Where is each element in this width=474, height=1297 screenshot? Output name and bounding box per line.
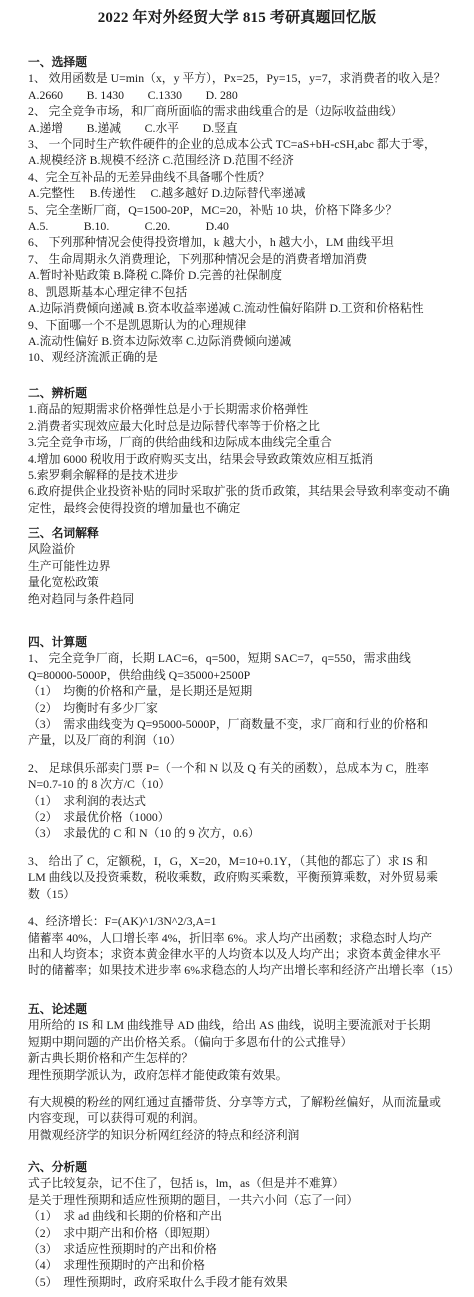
question-block bbox=[28, 541, 468, 607]
text-line: （4） 求理性预期时的产出和价格 bbox=[28, 1258, 205, 1273]
text-line: A.2660 B. 1430 C.1330 D. 280 bbox=[28, 87, 238, 102]
text-line: 5.索罗剩余解释的是技术进步 bbox=[28, 468, 179, 483]
text-line: （2） 均衡时有多少厂家 bbox=[28, 700, 158, 715]
text-line: 6.政府提供企业投资补贴的同时采取扩张的货币政策，其结果会导致利率变动不确 bbox=[28, 484, 450, 499]
text-line: 绝对趋同与条件趋同 bbox=[28, 591, 135, 606]
question-block bbox=[28, 401, 468, 516]
text-line: 4.增加 6000 税收用于政府购买支出，结果会导致政策效应相互抵消 bbox=[28, 451, 374, 466]
text-line: 3、 给出了 C，定额税，I，G，X=20，M=10+0.1Y，（其他的都忘了）求 IS 和 bbox=[28, 853, 428, 868]
text-line: 用微观经济学的知识分析网红经济的特点和经济利润 bbox=[28, 1127, 300, 1142]
question-block bbox=[28, 853, 468, 902]
text-line: 9、下面哪一个不是凯恩斯认为的心理规律 bbox=[28, 317, 247, 332]
text-line: A.完整性 B.传递性 C.越多越好 D.边际替代率递减 bbox=[28, 186, 306, 201]
text-line: （1） 均衡的价格和产量，是长期还是短期 bbox=[28, 684, 253, 699]
section-heading: 五、论述题 bbox=[28, 1002, 87, 1016]
text-line: 出和人均资本；求资本黄金律水平的人均资本以及人均产出；求资本黄金律水平 bbox=[28, 946, 441, 961]
text-line: 2、 足球俱乐部卖门票 P=（一个和 N 以及 Q 有关的函数），总成本为 C，胜率 bbox=[28, 760, 429, 775]
text-line: （3） 求适应性预期时的产出和价格 bbox=[28, 1242, 217, 1257]
text-line: 有大规模的粉丝的网红通过直播带货、分享等方式，了解粉丝偏好，从而流量或 bbox=[28, 1095, 441, 1110]
text-line: 2、 完全竞争市场，和厂商所面临的需求曲线重合的是（边际收益曲线） bbox=[28, 104, 403, 119]
section-heading: 六、分析题 bbox=[28, 1160, 87, 1174]
text-line: 2.消费者实现效应最大化时总是边际替代率等于价格之比 bbox=[28, 418, 320, 433]
text-line: A.暂时补贴政策 B.降税 C.降价 D.完善的社保制度 bbox=[28, 268, 282, 283]
text-line: 5、完全垄断厂商，Q=1500-20P，MC=20，补贴 10 块，价格下降多少？ bbox=[28, 202, 398, 217]
document-title: 2022 年对外经贸大学 815 考研真题回忆版 bbox=[97, 10, 377, 26]
text-line: Q=80000-5000P，供给曲线 Q=35000+2500P bbox=[28, 667, 251, 682]
text-line: A.流动性偏好 B.资本边际效率 C.边际消费倾向递减 bbox=[28, 333, 292, 348]
text-line: 6、 下列那种情况会使得投资增加，k 越大小，h 越大小，LM 曲线平坦 bbox=[28, 235, 394, 250]
text-line: 数（15） bbox=[28, 886, 76, 901]
text-line: （2） 求中期产出和价格（即短期） bbox=[28, 1225, 217, 1240]
section-calculation bbox=[28, 634, 468, 979]
text-line: 3、 一个同时生产软件硬件的企业的总成本公式 TC=aS+bH-cSH,abc 都大于零， bbox=[28, 137, 436, 152]
text-line: 内容变现，可以获得可观的利润。 bbox=[28, 1111, 205, 1126]
text-line: （5） 理性预期时，政府采取什么手段才能有效果 bbox=[28, 1274, 288, 1289]
text-line: 短期中期问题的产出价格关系。（偏向于多恩布什的公式推导） bbox=[28, 1034, 353, 1049]
question-block bbox=[28, 1094, 468, 1143]
text-line: 1、 完全竞争厂商，长期 LAC=6，q=500，短期 SAC=7，q=550，需求曲线 bbox=[28, 651, 411, 666]
text-line: 定性，最终会使得投资的增加量也不确定 bbox=[28, 500, 241, 515]
text-line: 4、经济增长：F=(AK)^1/3N^2/3,A=1 bbox=[28, 914, 217, 929]
text-line: 理性预期学派认为，政府怎样才能使政策有效果。 bbox=[28, 1067, 288, 1082]
text-line: LM 曲线以及投资乘数，税收乘数，政府购买乘数，平衡预算乘数，对外贸易乘 bbox=[28, 870, 438, 885]
question-block bbox=[28, 650, 468, 748]
section-heading: 一、选择题 bbox=[28, 55, 87, 69]
text-line: 1、 效用函数是 U=min（x，y 平方），Px=25，Py=15，y=7，求消费者的收入是？ bbox=[28, 71, 446, 86]
text-line: 是关于理性预期和适应性预期的题目，一共六小问（忘了一问） bbox=[28, 1192, 359, 1207]
section-term-explanation bbox=[28, 525, 468, 607]
text-line: 用所给的 IS 和 LM 曲线推导 AD 曲线，给出 AS 曲线，说明主要流派对于长期 bbox=[28, 1018, 431, 1033]
text-line: 8、凯恩斯基本心理定律不包括 bbox=[28, 284, 188, 299]
text-line: A.递增 B.递减 C.水平 D.竖直 bbox=[28, 120, 238, 135]
text-line: N=0.7-10 的 8 次方/C（10） bbox=[28, 777, 171, 792]
text-line: 7、 生命周期永久消费理论，下列那种情况会是的消费者增加消费 bbox=[28, 251, 368, 266]
text-line: 风险溢价 bbox=[28, 542, 76, 557]
text-line: 4、完全互补品的无差异曲线不具备哪个性质？ bbox=[28, 169, 270, 184]
question-block bbox=[28, 913, 468, 979]
section-heading: 三、名词解释 bbox=[28, 526, 99, 540]
text-line: 生产可能性边界 bbox=[28, 558, 111, 573]
question-block bbox=[28, 1175, 468, 1290]
question-block bbox=[28, 1017, 468, 1083]
text-line: （1） 求 ad 曲线和长期的价格和产出 bbox=[28, 1209, 222, 1224]
text-line: 量化宽松政策 bbox=[28, 575, 99, 590]
text-line: A.规模经济 B.规模不经济 C.范围经济 D.范围不经济 bbox=[28, 153, 294, 168]
section-discrimination-analysis bbox=[28, 385, 468, 516]
text-line: （1） 求利润的表达式 bbox=[28, 793, 146, 808]
section-heading: 二、辨析题 bbox=[28, 386, 87, 400]
question-block bbox=[28, 70, 468, 365]
text-line: 10、观经济流派正确的是 bbox=[28, 350, 158, 365]
text-line: （3） 求最优的 C 和 N（10 的 9 次方，0.6） bbox=[28, 826, 260, 841]
text-line: 1.商品的短期需求价格弹性总是小于长期需求价格弹性 bbox=[28, 402, 309, 417]
question-block bbox=[28, 760, 468, 842]
section-essay bbox=[28, 1001, 468, 1143]
text-line: 3.完全竞争市场，厂商的供给曲线和边际成本曲线完全重合 bbox=[28, 435, 332, 450]
text-line: 产量，以及厂商的利润（10） bbox=[28, 733, 182, 748]
text-line: 式子比较复杂，记不住了，包括 is，lm，as（但是并不难算） bbox=[28, 1176, 345, 1191]
text-line: 时的储蓄率；如果技术进步率 6%求稳态的人均产出增长率和经济产出增长率（15） bbox=[28, 963, 460, 978]
section-multiple-choice bbox=[28, 54, 468, 366]
text-line: （3） 需求曲线变为 Q=95000-5000P，厂商数量不变，求厂商和行业的价格和 bbox=[28, 717, 429, 732]
text-line: A.边际消费倾向递减 B.资本收益率递减 C.流动性偏好陷阱 D.工资和价格粘性 bbox=[28, 301, 424, 316]
text-line: 储蓄率 40%，人口增长率 4%，折旧率 6%。求人均产出函数；求稳态时人均产 bbox=[28, 930, 433, 945]
text-line: A.5. B.10. C.20. D.40 bbox=[28, 219, 229, 234]
text-line: （2） 求最优价格（1000） bbox=[28, 810, 170, 825]
section-analysis bbox=[28, 1159, 468, 1290]
section-heading: 四、计算题 bbox=[28, 635, 87, 649]
text-line: 新古典长期价格和产生怎样的？ bbox=[28, 1051, 194, 1066]
